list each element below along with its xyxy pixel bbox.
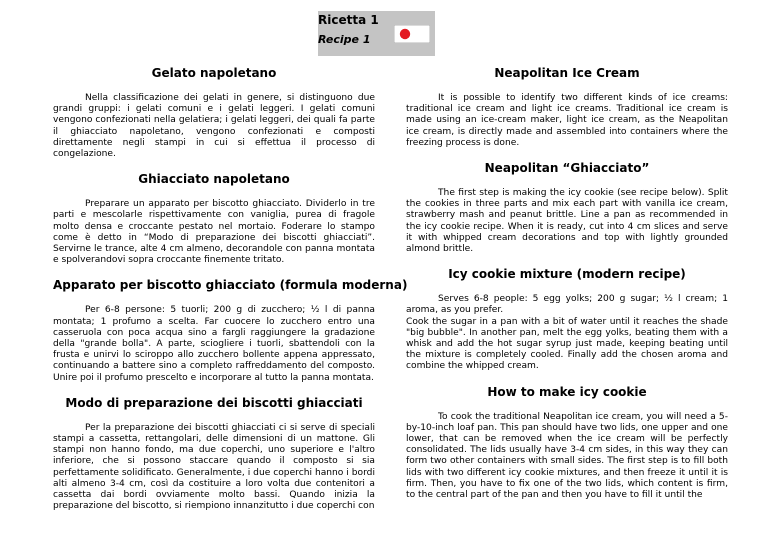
paragraph-how-to-make-icy-cookie: To cook the traditional Neapolitan ice cream, you will need a 5-by-10-inch loaf pan. This pan should have two lids, one upper and one lower, that can be removed when the ice cream will be perfectly consolidated. The lids usually have 3-4 cm sides, in this way they can form two other containers with small sides. The first step is to fill both lids with two different icy cookie mixtures, and then freeze it until it is firm. Then, you have to fix one of the two lids, which content is firm, to the central part of the pan and then you have to fill it until the: [406, 411, 728, 501]
heading-how-to-make-icy-cookie: How to make icy cookie: [487, 384, 647, 399]
icy-cookie-instructions: Cook the sugar in a pan with a bit of water until it reaches the shade "big bubble". In another pan, melt the egg yolks, beating them with a whisk and add the hot sugar syrup just made, keeping beating until the mixture is completely cooled. Finally add the chosen aroma and combine the whipped cream.: [406, 316, 728, 372]
paragraph-icy-cookie-mixture: [406, 294, 728, 372]
paragraph-modo-preparazione: Per la preparazione dei biscotti ghiacciati ci si serve di speciali stampi a cassetta, rettangolari, delle dimensioni di un mattone. Gli stampi non hanno fondo, ma due coperchi, uno superiore e l'altro inferiore, che si possono staccare quando il composto si sia perfettamente solidificato. Generalmente, i due coperchi hanno i bordi alti almeno 3-4 cm, così da costituire a loro volta due contenitori a cassetta dai bordi ovviamente molto bassi. Quando inizia la preparazione del biscotto, si riempiono innanzitutto i due coperchi con: [53, 422, 375, 512]
english-column: [406, 66, 728, 513]
paragraph-neapolitan-ghiacciato: The first step is making the icy cookie (see recipe below). Split the cookies in three parts and mix each part with vanilla ice cream, strawberry mash and peanut brittle. Line a pan as recommended in the icy cookie recipe. When it is ready, cut into 4 cm slices and serve it with whipped cream decorations and top with lightly grounded almond brittle.: [406, 188, 728, 255]
paragraph-gelato-napoletano: Nella classificazione dei gelati in genere, si distinguono due grandi gruppi: i gelati comuni e i gelati leggeri. I gelati comuni vengono confezionati nella gelatiera; i gelati leggeri, dei quali fa parte il ghiacciato napoletano, vengono confezionati e composti direttamente negli stampi in cui si effettua il processo di congelazione.: [53, 93, 375, 160]
heading-icy-cookie-mixture: Icy cookie mixture (modern recipe): [448, 267, 686, 282]
heading-apparato-biscotto: Apparato per biscotto ghiacciato (formula moderna): [53, 278, 408, 293]
heading-gelato-napoletano: Gelato napoletano: [151, 66, 277, 80]
paragraph-apparato-biscotto: Per 6-8 persone: 5 tuorli; 200 g di zucchero; ½ l di panna montata; 1 profumo a scelta. Far cuocere lo zucchero entro una casseruola con poca acqua sino a fargli raggiungere la gradazione della "grande bolla". A parte, sciogliere i tuorli, sbattendoli con la frusta e unirvi lo sciroppo allo zucchero bollente appena appressato, continuando a battere sino a completo raffreddamento del composto. Unire poi il profumo prescelto e incorporare al tutto la panna montata.: [53, 305, 375, 383]
recipe-header: [318, 11, 435, 56]
recipe-title-italian: Ricetta 1: [318, 13, 379, 27]
japanese-flag-icon: [394, 25, 430, 43]
heading-neapolitan-ghiacciato: Neapolitan “Ghiacciato”: [484, 161, 650, 176]
heading-neapolitan-ice-cream: Neapolitan Ice Cream: [494, 66, 640, 80]
paragraph-neapolitan-ice-cream: It is possible to identify two different kinds of ice creams: traditional ice cream and light ice creams. Traditional ice cream is made using an ice-cream maker, light ice cream, as the Neapolitan ice cream, is directly made and assembled into containers where the freezing process is done.: [406, 93, 728, 148]
heading-modo-preparazione: Modo di preparazione dei biscotti ghiacciati: [65, 395, 363, 410]
paragraph-ghiacciato-napoletano: Preparare un apparato per biscotto ghiacciato. Dividerlo in tre parti e mescolarle rispettivamente con vaniglia, purea di fragole molto densa e croccante pestato nel mortaio. Foderare lo stampo come è detto in “Modo di preparazione dei biscotti ghiacciati”. Servirne le trance, alte 4 cm almeno, decorandole con panna montata e spolverandovi sopra croccante finemente tritato.: [53, 199, 375, 266]
italian-column: [53, 66, 408, 524]
heading-ghiacciato-napoletano: Ghiacciato napoletano: [138, 172, 290, 187]
recipe-title-english: Recipe 1: [318, 33, 371, 46]
icy-cookie-ingredients: Serves 6-8 people: 5 egg yolks; 200 g sugar; ½ l cream; 1 aroma, as you prefer.: [406, 294, 728, 316]
